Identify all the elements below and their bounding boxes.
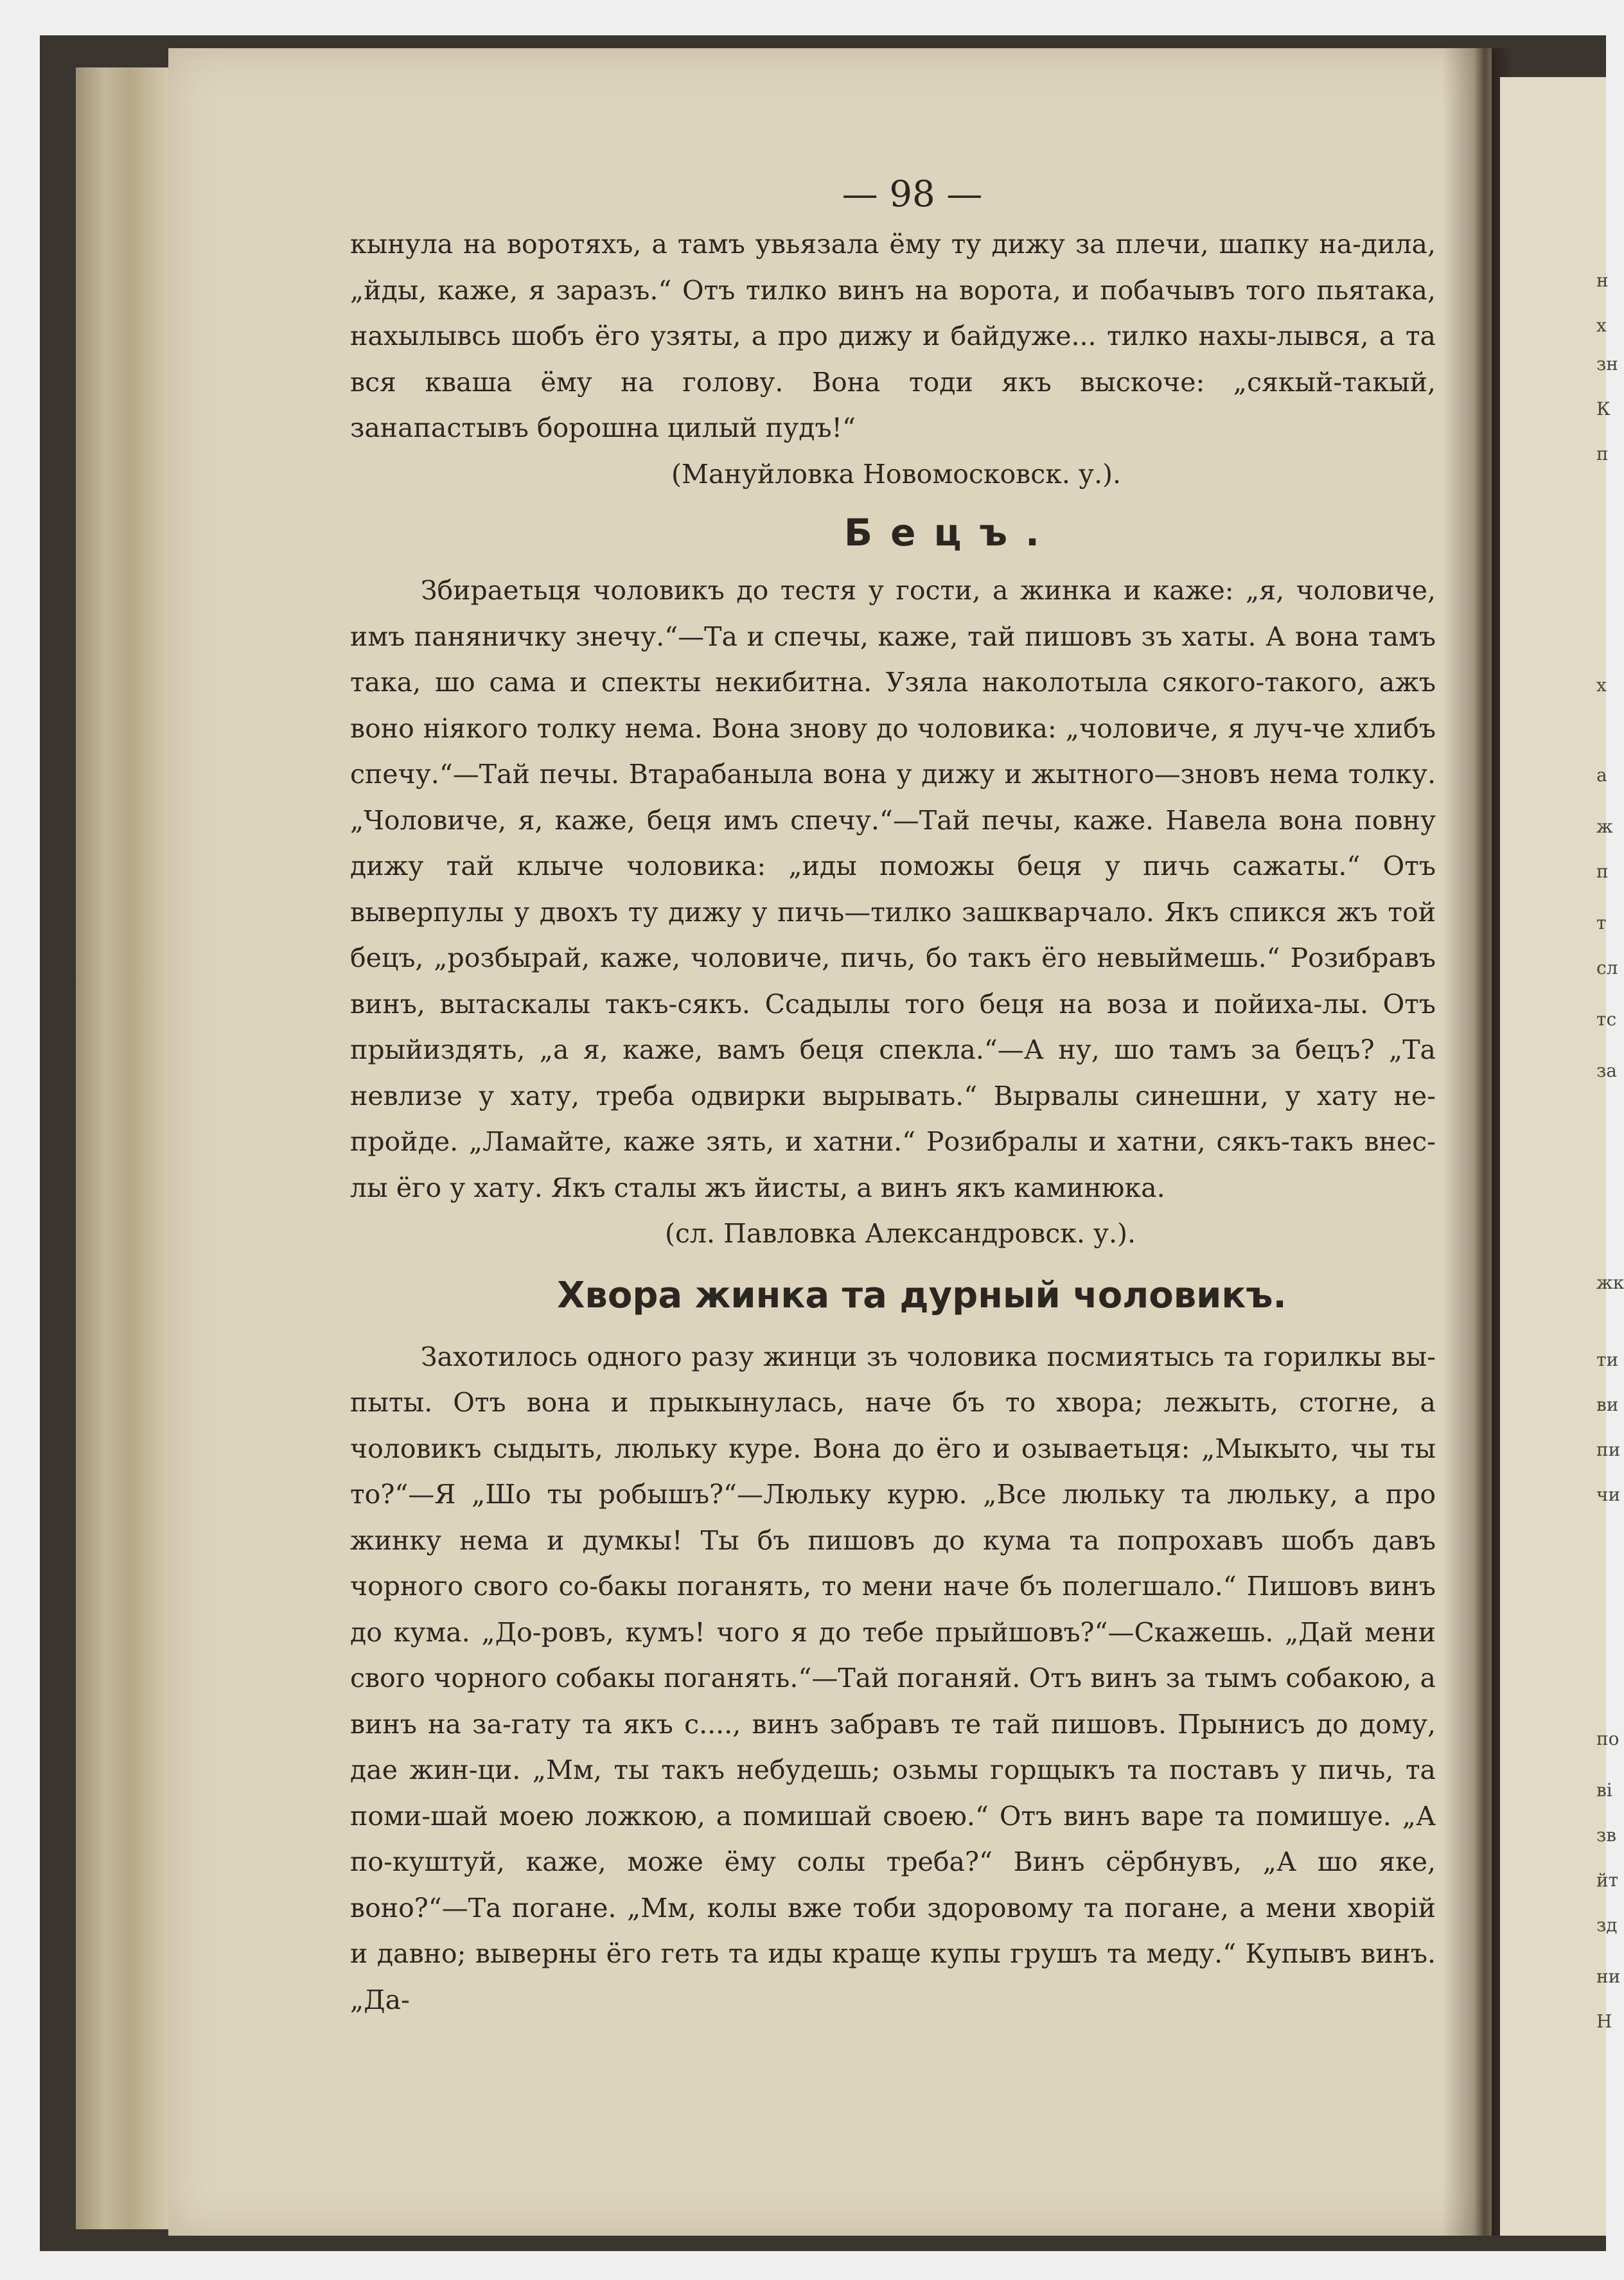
page-number: — 98 — xyxy=(842,173,983,215)
facing-page-fragment: ві xyxy=(1596,1780,1612,1801)
facing-page-fragment: жк xyxy=(1596,1272,1624,1293)
story-title-khvora-zhinka: Хвора жинка та дурный чоловикъ. xyxy=(557,1274,1287,1316)
story-title-bets: Бецъ. xyxy=(843,511,1058,554)
facing-page-fragment: х xyxy=(1596,315,1607,336)
facing-page-fragment: п xyxy=(1596,861,1609,882)
facing-page-fragment: Н xyxy=(1596,2011,1612,2032)
page-text-block xyxy=(350,173,1436,2023)
facing-page-fragment: ви xyxy=(1596,1394,1619,1415)
story-source-note: (сл. Павловка Александровск. у.). xyxy=(665,1218,1136,1249)
facing-page-fragment: К xyxy=(1596,398,1611,420)
facing-page-fragment: по xyxy=(1596,1728,1620,1749)
facing-page-fragment: а xyxy=(1596,764,1607,786)
facing-page-fragment: зн xyxy=(1596,353,1618,375)
facing-page-fragment: тс xyxy=(1596,1009,1617,1030)
facing-page-fragment: зв xyxy=(1596,1825,1617,1846)
facing-page-fragment: ж xyxy=(1596,816,1613,837)
facing-page-fragment: чи xyxy=(1596,1484,1621,1505)
facing-page-fragment: х xyxy=(1596,675,1607,696)
story-paragraph-khvora-zhinka: Захотилось одного разу жинци зъ чоловика посмиятысь та горилкы вы-пыты. Отъ вона и прыкынулась, наче бъ то хвора; лежыть, стогне, а чоловикъ сыдыть, люльку куре. Вона до ёго и озываетьця: „Мыкыто, чы ты то?“—Я „Шо ты робышъ?“—Люльку курю. „Все люльку та люльку, а про жинку нема и думкы! Ты бъ пишовъ до кума та попрохавъ шобъ давъ чорного свого со-бакы поганять, то мени наче бъ полегшало.“ Пишовъ винъ до кума. „До-ровъ, кумъ! чого я до тебе прыйшовъ?“—Скажешь. „Дай мени свого чорного собакы поганять.“—Тай поганяй. Отъ винъ за тымъ собакою, а винъ на за-гату та якъ с...., винъ забравъ те тай пишовъ. Прынисъ до дому, дае жин-ци. „Мм, ты такъ небудешь; озьмы горщыкъ та поставъ у пичь, та поми-шай моею ложкою, а помишай своею.“ Отъ винъ варе та помишуе. „А по-куштуй, каже, може ёму солы треба?“ Винъ сёрбнувъ, „А шо яке, воно?“—Та погане. „Мм, колы вже тоби здоровому та погане, а мени хворій и давно; выверны ёго геть та иды краще купы грушъ та меду.“ Купывъ винъ. „Да- xyxy=(350,1341,1436,2015)
story-source-note: (Мануйловка Новомосковск. у.). xyxy=(671,458,1122,490)
facing-page-fragment: пи xyxy=(1596,1439,1621,1460)
page-stack-edge xyxy=(76,67,172,2229)
facing-page-fragment: йт xyxy=(1596,1869,1619,1891)
story-continuation-paragraph: кынула на воротяхъ, а тамъ увьязала ёму ту дижу за плечи, шапку на-дила, „йды, каже, я заразъ.“ Отъ тилко винъ на ворота, и побачывъ того пьятака, нахылывсь шобъ ёго узяты, а про дижу и байдуже... тилко нахы-лывся, а та вся кваша ёму на голову. Вона тоди якъ выскоче: „сякый-такый, занапастывъ борошна цилый пудъ!“ xyxy=(350,229,1436,443)
facing-page-fragment: н xyxy=(1596,270,1609,291)
facing-page-fragment: ни xyxy=(1596,1966,1621,1987)
story-paragraph-bets: Збираетьця чоловикъ до тестя у гости, а жинка и каже: „я, чоловиче, имъ паняничку знечу.“—Та и спечы, каже, тай пишовъ зъ хаты. А вона тамъ така, шо сама и спекты некибитна. Узяла наколотыла сякого-такого, ажъ воно ніякого толку нема. Вона знову до чоловика: „чоловиче, я луч-че хлибъ спечу.“—Тай печы. Втарабаныла вона у дижу и жытного—зновъ нема толку. „Чоловиче, я, каже, беця имъ спечу.“—Тай печы, каже. Навела вона повну дижу тай клыче чоловика: „иды поможы беця у пичь сажаты.“ Отъ выверпулы у двохъ ту дижу у пичь—тилко зашкварчало. Якъ спикся жъ той бецъ, „розбырай, каже, чоловиче, пичь, бо такъ ёго невыймешь.“ Розибравъ винъ, вытаскалы такъ-сякъ. Ссадылы того беця на воза и пойиха-лы. Отъ прыйиздять, „а я, каже, вамъ беця спекла.“—А ну, шо тамъ за бецъ? „Та невлизе у хату, треба одвирки вырывать.“ Вырвалы синешни, у хату не-пройде. „Ламайте, каже зять, и хатни.“ Розибралы и хатни, сякъ-такъ внес-лы ёго у хату. Якъ сталы жъ йисты, а винъ якъ каминюка. xyxy=(350,575,1436,1203)
facing-page-fragment: зд xyxy=(1596,1914,1618,1936)
facing-page-fragment: ти xyxy=(1596,1349,1619,1370)
facing-page-fragment: п xyxy=(1596,443,1609,464)
facing-page-fragment: сл xyxy=(1596,957,1618,978)
facing-page xyxy=(1500,77,1624,2236)
facing-page-fragment: т xyxy=(1596,912,1607,933)
facing-page-fragment: за xyxy=(1596,1060,1617,1081)
